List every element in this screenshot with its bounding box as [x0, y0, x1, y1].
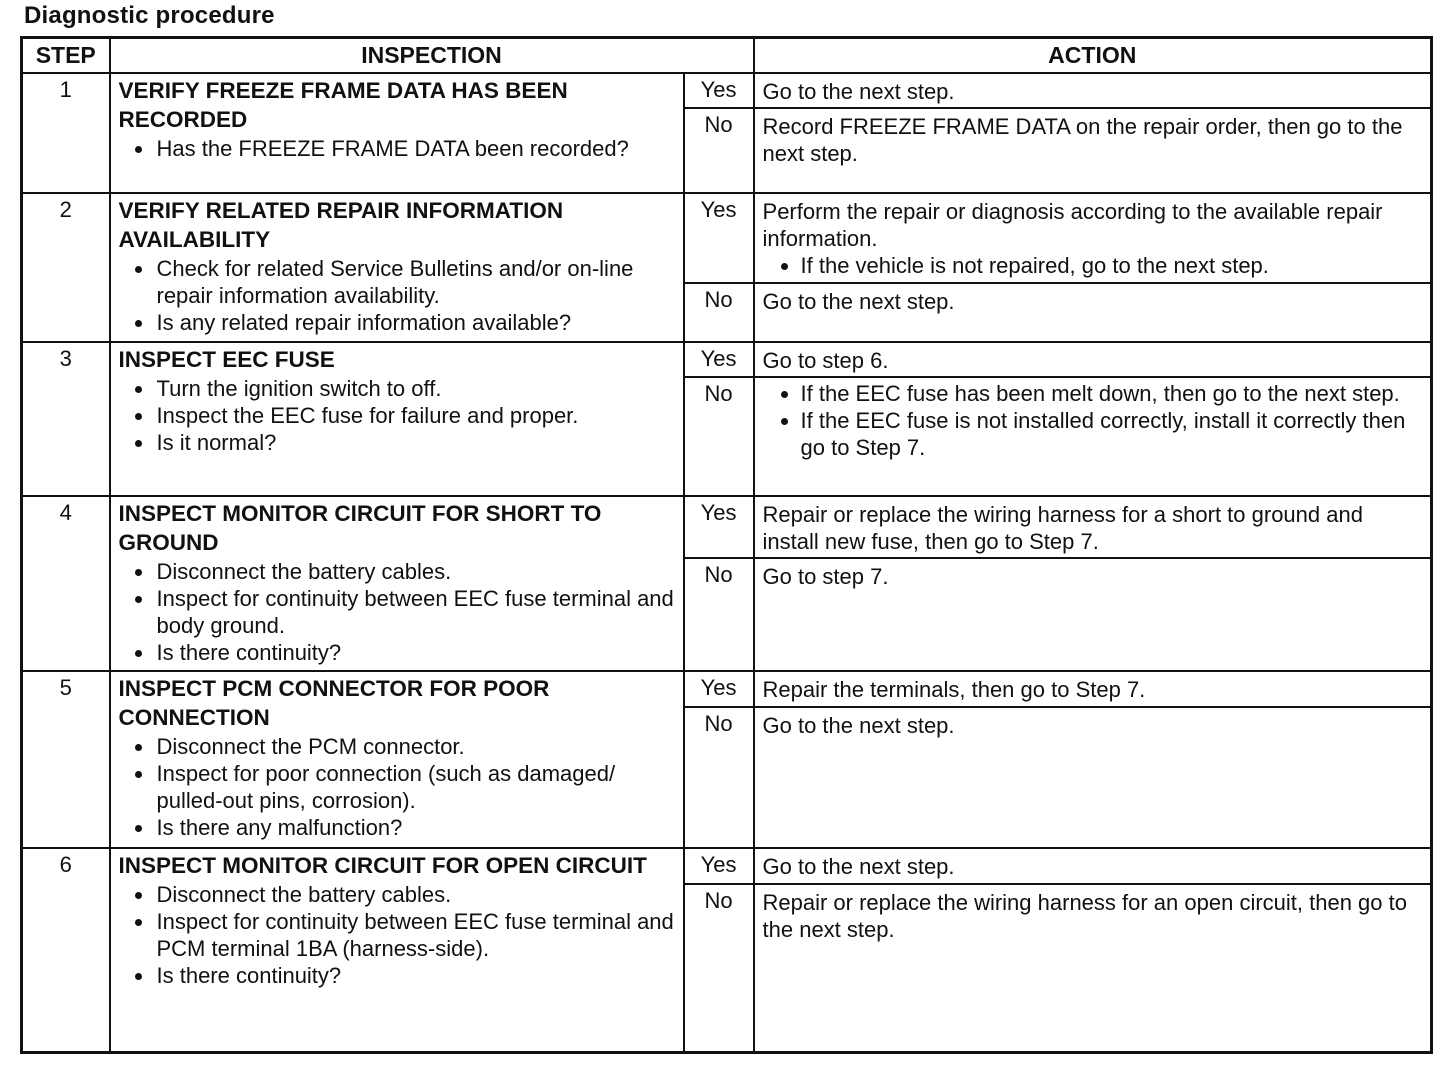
no-label: No [684, 377, 754, 495]
inspection-bullet: • Disconnect the battery cables. [155, 558, 675, 585]
step-number: 6 [22, 848, 110, 1052]
inspection-bullets [119, 881, 675, 989]
inspection-bullet: • Is any related repair information available? [155, 309, 675, 336]
inspection-bullet: • Disconnect the PCM connector. [155, 733, 675, 760]
step-number: 1 [22, 73, 110, 193]
action-bullets [763, 252, 1423, 279]
action-text: Go to the next step. [762, 712, 955, 738]
no-label: No [684, 707, 754, 849]
yes-action [754, 671, 1432, 706]
table-body [22, 73, 1432, 1053]
inspection-cell [110, 671, 684, 848]
yes-action [754, 848, 1432, 883]
no-action [754, 283, 1432, 342]
inspection-cell [110, 848, 684, 1052]
action-text: Record FREEZE FRAME DATA on the repair order, then go to the next step. [762, 114, 1403, 167]
step-number: 4 [22, 496, 110, 672]
inspection-cell [110, 193, 684, 342]
action-bullet: • If the vehicle is not repaired, go to the next step. [801, 252, 1423, 279]
action-text: Go to the next step. [762, 79, 955, 104]
inspection-bullet: • Is there continuity? [155, 639, 675, 666]
inspection-bullet: • Has the FREEZE FRAME DATA been recorded? [155, 135, 675, 162]
yes-label: Yes [684, 848, 754, 883]
no-action [754, 707, 1432, 849]
inspection-cell [110, 342, 684, 496]
table-row [22, 73, 1432, 108]
diagnostic-table [20, 36, 1433, 1054]
step-number: 5 [22, 671, 110, 848]
no-label: No [684, 108, 754, 193]
inspection-bullet: • Disconnect the battery cables. [155, 881, 675, 908]
inspection-bullet: • Inspect for poor connection (such as damaged/ pulled-out pins, corrosion). [155, 760, 675, 814]
action-text: Go to step 7. [762, 564, 889, 590]
table-row [22, 342, 1432, 377]
no-action [754, 108, 1432, 193]
inspection-bullets [119, 733, 675, 841]
table-row [22, 193, 1432, 283]
inspection-title: VERIFY FREEZE FRAME DATA HAS BEEN RECORDED [118, 78, 568, 132]
inspection-title: INSPECT MONITOR CIRCUIT FOR OPEN CIRCUIT [118, 853, 647, 879]
inspection-cell [110, 496, 684, 672]
action-text: Perform the repair or diagnosis according to the available repair information. [762, 199, 1383, 252]
action-text: Go to the next step. [762, 854, 955, 880]
yes-action [754, 73, 1432, 108]
header-inspection: INSPECTION [110, 38, 754, 74]
yes-action [754, 342, 1432, 377]
inspection-bullet: • Check for related Service Bulletins and/or on-line repair information availability. [155, 255, 675, 309]
action-bullet: • If the EEC fuse is not installed correctly, install it correctly then go to Step 7. [801, 407, 1423, 461]
no-label: No [684, 884, 754, 1053]
no-action [754, 377, 1432, 495]
no-label: No [684, 283, 754, 342]
yes-label: Yes [684, 193, 754, 283]
action-bullet: • If the EEC fuse has been melt down, then go to the next step. [801, 380, 1423, 407]
inspection-bullet: • Is there any malfunction? [155, 814, 675, 841]
yes-action [754, 496, 1432, 559]
action-bullets [763, 380, 1423, 461]
inspection-title: INSPECT MONITOR CIRCUIT FOR SHORT TO GROUND [118, 500, 602, 555]
yes-action [754, 193, 1432, 283]
inspection-bullet: • Inspect the EEC fuse for failure and proper. [155, 402, 675, 429]
step-number: 2 [22, 193, 110, 342]
action-text: Repair or replace the wiring harness for an open circuit, then go to the next step. [762, 889, 1407, 942]
inspection-title: INSPECT EEC FUSE [118, 346, 335, 372]
table-row [22, 671, 1432, 706]
inspection-title: INSPECT PCM CONNECTOR FOR POOR CONNECTION [118, 676, 550, 731]
table-row [22, 496, 1432, 559]
action-text: Go to the next step. [762, 289, 955, 315]
inspection-bullets [119, 375, 675, 456]
page-title: Diagnostic procedure [24, 2, 275, 29]
inspection-title: VERIFY RELATED REPAIR INFORMATION AVAILABILITY [118, 198, 564, 253]
action-text: Repair or replace the wiring harness for a short to ground and install new fuse, then go to Step 7. [762, 501, 1363, 554]
yes-label: Yes [684, 496, 754, 559]
inspection-bullets [119, 558, 675, 666]
inspection-bullet: • Inspect for continuity between EEC fuse terminal and body ground. [155, 585, 675, 639]
no-action [754, 884, 1432, 1053]
inspection-bullets [119, 255, 675, 336]
step-number: 3 [22, 342, 110, 496]
no-action [754, 558, 1432, 671]
inspection-cell [110, 73, 684, 193]
inspection-bullet: • Is there continuity? [155, 962, 675, 989]
inspection-bullets [119, 135, 675, 162]
header-step: STEP [22, 38, 110, 74]
yes-label: Yes [684, 342, 754, 377]
yes-label: Yes [684, 671, 754, 706]
header-action: ACTION [754, 38, 1432, 74]
action-text: Go to step 6. [762, 347, 889, 373]
table-row [22, 848, 1432, 883]
inspection-bullet: • Inspect for continuity between EEC fuse terminal and PCM terminal 1BA (harness-side). [155, 908, 675, 962]
inspection-bullet: • Turn the ignition switch to off. [155, 375, 675, 402]
inspection-bullet: • Is it normal? [155, 429, 675, 456]
yes-label: Yes [684, 73, 754, 108]
table-header-row [22, 38, 1432, 74]
no-label: No [684, 558, 754, 671]
action-text: Repair the terminals, then go to Step 7. [762, 677, 1146, 703]
